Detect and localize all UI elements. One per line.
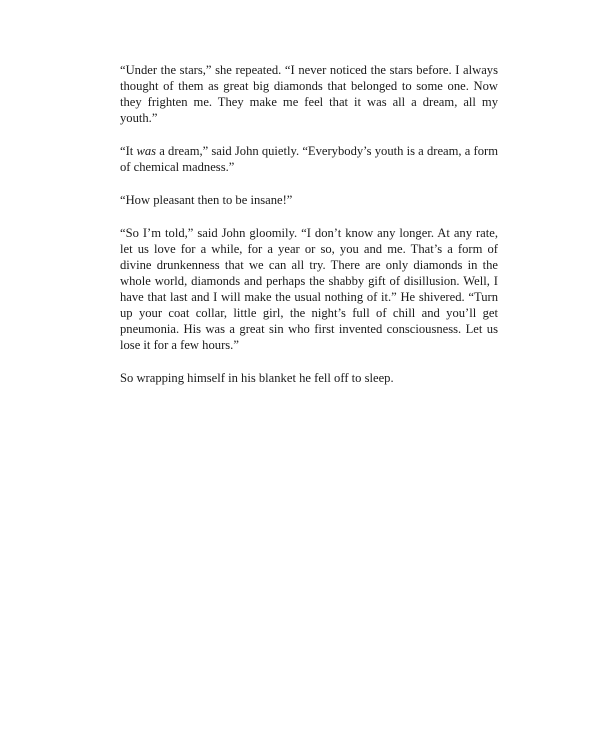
paragraph-2 bbox=[120, 143, 498, 175]
paragraph-5: So wrapping himself in his blanket he fell off to sleep. bbox=[120, 371, 394, 385]
paragraph-1: “Under the stars,” she repeated. “I never noticed the stars before. I always thought of them as great big diamonds that belonged to some one. Now they frighten me. They make me feel that it was all a dream, all my youth.” bbox=[120, 63, 498, 125]
body-text bbox=[120, 62, 498, 403]
paragraph-2-lead: “It bbox=[120, 144, 137, 158]
paragraph-4: “So I’m told,” said John gloomily. “I don’t know any longer. At any rate, let us love for a while, for a year or so, you and me. That’s a form of divine drunkenness that we can all try. There are only diamonds in the whole world, diamonds and perhaps the shabby gift of disillusion. Well, I have that last and I will make the usual nothing of it.” He shivered. “Turn up your coat collar, little girl, the night’s full of chill and you’ll get pneumonia. His was a great sin who first invented consciousness. Let us lose it for a few hours.” bbox=[120, 226, 498, 352]
paragraph-2-italic: was bbox=[136, 144, 157, 158]
paragraph-3: “How pleasant then to be insane!” bbox=[120, 193, 293, 207]
paragraph-2-rest: a dream,” said John quietly. “Everybody’s youth is a dream, a form of chemical madness.” bbox=[120, 144, 498, 174]
